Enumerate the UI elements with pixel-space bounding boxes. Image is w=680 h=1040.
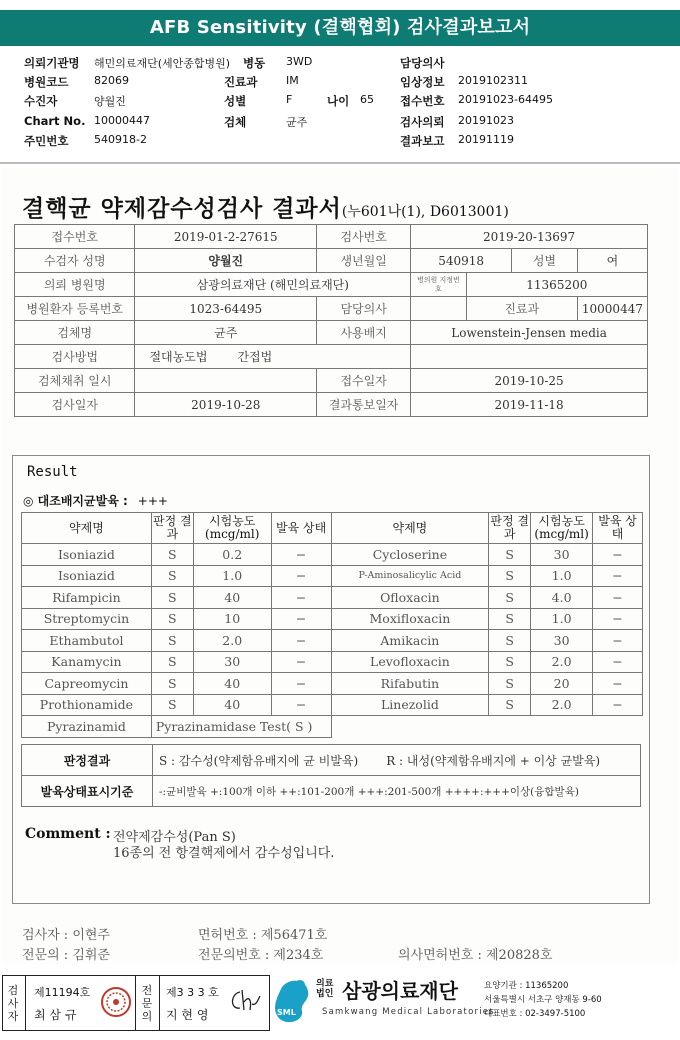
col-growth: 발육 상태 — [593, 513, 643, 544]
growth: − — [593, 651, 643, 673]
rrn-label: 주민번호 — [24, 134, 69, 148]
report-header — [0, 55, 680, 155]
concentration: 0.2 — [193, 544, 271, 566]
legend-judge-r: R : 내성(약제함유배지에 + 이상 균발육) — [386, 753, 601, 768]
concentration: 4.0 — [531, 587, 593, 609]
legend-judge-s: S : 감수성(약제함유배지에 균 비발육) — [159, 753, 359, 768]
legend-growth-label: 발육상태표시기준 — [22, 776, 153, 807]
specialist-number: 제3 3 3 호 — [166, 986, 219, 999]
org-english: Samkwang Medical Laboratories — [322, 1007, 495, 1017]
comment-line-1: 전약제감수성(Pan S) — [113, 830, 236, 845]
info-label: 병원환자 등록번호 — [15, 297, 135, 321]
info-label: 성별 — [512, 249, 578, 273]
control-growth-label: ◎ 대조배지균발육 : — [23, 494, 128, 508]
growth: − — [271, 630, 331, 652]
org-name: 삼광의료재단 — [342, 979, 458, 1003]
comment-block — [25, 826, 335, 861]
col-conc: 시험농도 (mcg/ml) — [193, 513, 271, 544]
chart-value: 10000447 — [94, 114, 150, 127]
info-label: 검사일자 — [15, 393, 135, 417]
info-label: 병의원 지정번호 — [411, 273, 466, 297]
table-row — [22, 608, 643, 630]
patient-info-table — [14, 224, 648, 417]
info-value: 삼광의료재단 (해민의료재단) — [135, 273, 411, 297]
growth: − — [593, 587, 643, 609]
hospcode-label: 병원코드 — [24, 75, 69, 89]
tester-name: 최 삼 규 — [34, 1008, 77, 1022]
judge: S — [151, 673, 193, 695]
table-row — [22, 544, 643, 566]
col-judge: 판정 결과 — [151, 513, 193, 544]
legend-growth-text: -:균비발육 +:100개 이하 ++:101-200개 +++:201-500개 ++++:+++이상(융합발육) — [153, 776, 641, 807]
drug-sensitivity-table — [21, 512, 643, 738]
concentration: 10 — [193, 608, 271, 630]
comment-label: Comment : — [25, 826, 111, 842]
growth: − — [271, 694, 331, 716]
specialist-vertical-label: 전문의 — [141, 984, 153, 1023]
growth: − — [593, 694, 643, 716]
info-value — [135, 369, 317, 393]
specialist-name: 지 현 영 — [166, 1008, 209, 1022]
growth: − — [271, 565, 331, 587]
specialist-line: 전문의 : 김휘준 — [22, 948, 110, 963]
footer — [0, 973, 680, 1040]
judge: S — [151, 694, 193, 716]
report-date-label: 결과보고 — [400, 134, 445, 148]
judge: S — [151, 630, 193, 652]
scanned-result-document — [2, 168, 678, 964]
info-value: 여 — [577, 249, 647, 273]
clinical-label: 임상정보 — [400, 75, 445, 89]
info-label: 검체명 — [15, 321, 135, 345]
growth: − — [271, 673, 331, 695]
ward-value: 3WD — [286, 55, 313, 68]
judge: S — [151, 544, 193, 566]
concentration: 30 — [531, 630, 593, 652]
control-growth-value: +++ — [137, 494, 168, 508]
address: 서울특별시 서초구 양재동 9-60 — [484, 995, 602, 1005]
report-banner-title: AFB Sensitivity (결핵협회) 검사결과보고서 — [0, 10, 680, 46]
growth: − — [593, 608, 643, 630]
reqdate-label: 검사의뢰 — [400, 115, 445, 129]
table-row — [22, 673, 643, 695]
judge: S — [489, 608, 531, 630]
info-value: 540918 — [411, 249, 512, 273]
drug-name: Prothionamide — [22, 694, 152, 716]
tester-number: 제11194호 — [34, 986, 91, 999]
sml-logo-icon — [272, 977, 314, 1029]
tester-vertical-label: 검사자 — [7, 984, 19, 1023]
table-row — [22, 651, 643, 673]
drug-name: Kanamycin — [22, 651, 152, 673]
growth: − — [593, 630, 643, 652]
drug-name: Moxifloxacin — [331, 608, 489, 630]
info-label: 사용배지 — [317, 321, 411, 345]
drug-name: Streptomycin — [22, 608, 152, 630]
col-judge: 판정 결과 — [489, 513, 531, 544]
doctor-license-line: 의사면허번호 : 제20828호 — [398, 948, 553, 963]
info-value — [411, 297, 466, 321]
document-subtitle: (누601나(1), D6013001) — [341, 204, 509, 220]
clinical-value: 2019102311 — [458, 74, 528, 87]
drug-name: Pyrazinamid — [22, 716, 152, 738]
ward-label: 병동 — [243, 56, 266, 70]
institution-value: 해민의료재단(세안종합병원) — [94, 57, 231, 70]
info-value: 2019-11-18 — [411, 393, 648, 417]
concentration: 40 — [193, 673, 271, 695]
info-value: 양월진 — [135, 249, 317, 273]
tester-line: 검사자 : 이현주 — [22, 928, 110, 943]
dept-value: IM — [286, 74, 299, 87]
drug-name: Cycloserine — [331, 544, 489, 566]
result-title: Result — [27, 464, 78, 480]
info-label: 담당의사 — [317, 297, 411, 321]
concentration: 1.0 — [193, 565, 271, 587]
patient-value: 양월진 — [94, 95, 126, 108]
drug-name: Amikacin — [331, 630, 489, 652]
growth: − — [271, 651, 331, 673]
growth: − — [593, 673, 643, 695]
concentration: 40 — [193, 694, 271, 716]
col-drug: 약제명 — [331, 513, 489, 544]
tester-cell — [25, 976, 136, 1030]
table-row — [22, 716, 643, 738]
info-value — [411, 345, 648, 369]
judge: S — [151, 651, 193, 673]
signature-box — [2, 975, 270, 1031]
drug-name: Ethambutol — [22, 630, 152, 652]
specimen-label: 검체 — [224, 115, 247, 129]
drug-name: Isoniazid — [22, 544, 152, 566]
legend-table — [21, 744, 641, 807]
judge: S — [151, 565, 193, 587]
info-label: 진료과 — [466, 297, 577, 321]
tester-seal-icon — [100, 986, 132, 1018]
document-title-text: 결핵균 약제감수성검사 결과서 — [22, 195, 342, 222]
drug-name: Rifabutin — [331, 673, 489, 695]
receipt-label: 접수번호 — [400, 94, 445, 108]
judge: S — [489, 630, 531, 652]
reqdate-value: 20191023 — [458, 114, 514, 127]
info-label: 수검자 성명 — [15, 249, 135, 273]
drug-name: Linezolid — [331, 694, 489, 716]
info-value: 10000447 — [577, 297, 647, 321]
concentration: 20 — [531, 673, 593, 695]
sex-value: F — [286, 93, 293, 106]
info-label: 생년월일 — [317, 249, 411, 273]
info-label: 의뢰 병원명 — [15, 273, 135, 297]
result-section — [12, 455, 650, 904]
sex-label: 성별 — [224, 94, 247, 108]
drug-name: Levofloxacin — [331, 651, 489, 673]
table-row — [22, 694, 643, 716]
info-value — [135, 345, 411, 369]
empty-cell — [331, 716, 642, 738]
info-label: 접수번호 — [15, 225, 135, 249]
growth: − — [271, 587, 331, 609]
drug-name: Capreomycin — [22, 673, 152, 695]
judge: S — [489, 694, 531, 716]
info-value: 2019-20-13697 — [411, 225, 648, 249]
report-date-value: 20191119 — [458, 133, 514, 146]
growth: − — [593, 565, 643, 587]
concentration: 2.0 — [531, 651, 593, 673]
institution-label: 의뢰기관명 — [24, 56, 80, 70]
drug-name: Ofloxacin — [331, 587, 489, 609]
specialist-cell — [159, 976, 270, 1030]
info-label: 검사번호 — [317, 225, 411, 249]
concentration: 30 — [531, 544, 593, 566]
col-growth: 발육 상태 — [271, 513, 331, 544]
concentration: 2.0 — [531, 694, 593, 716]
judge: S — [489, 544, 531, 566]
info-value: 균주 — [135, 321, 317, 345]
method-2: 간접법 — [237, 350, 273, 364]
age-label: 나이 — [327, 94, 350, 108]
concentration: 2.0 — [193, 630, 271, 652]
info-value: Lowenstein-Jensen media — [411, 321, 648, 345]
signature-icon — [226, 986, 262, 1016]
col-conc: 시험농도 (mcg/ml) — [531, 513, 593, 544]
method-1: 절대농도법 — [149, 350, 208, 364]
growth: − — [593, 544, 643, 566]
col-drug: 약제명 — [22, 513, 152, 544]
specimen-value: 균주 — [286, 116, 308, 129]
hospcode-value: 82069 — [94, 74, 129, 87]
legend-judge-label: 판정결과 — [22, 745, 153, 776]
info-value: 11365200 — [466, 273, 647, 297]
info-label: 결과통보일자 — [317, 393, 411, 417]
table-row — [22, 565, 643, 587]
info-label: 검사방법 — [15, 345, 135, 369]
growth: − — [271, 544, 331, 566]
patient-label: 수진자 — [24, 94, 58, 108]
document-title — [22, 190, 509, 223]
info-value: 2019-10-28 — [135, 393, 317, 417]
institution-code: 요양기관 : 11365200 — [484, 981, 569, 991]
judge: S — [151, 608, 193, 630]
info-value: 2019-10-25 — [411, 369, 648, 393]
concentration: 40 — [193, 587, 271, 609]
judge: S — [151, 587, 193, 609]
logo-text: SML — [277, 1008, 296, 1017]
receipt-value: 20191023-64495 — [458, 93, 553, 106]
info-value: 1023-64495 — [135, 297, 317, 321]
judge: S — [489, 587, 531, 609]
chart-label: Chart No. — [24, 114, 86, 128]
dept-label: 진료과 — [224, 75, 258, 89]
phone: 대표번호 : 02-3497-5100 — [484, 1009, 586, 1019]
rrn-value: 540918-2 — [94, 133, 147, 146]
legend-judge-text — [153, 745, 641, 776]
drug-name: Rifampicin — [22, 587, 152, 609]
table-row — [22, 587, 643, 609]
judge: S — [489, 651, 531, 673]
comment-line-2: 16종의 전 항결핵제에서 감수성입니다. — [113, 846, 335, 861]
drug-name: Isoniazid — [22, 565, 152, 587]
concentration: 1.0 — [531, 565, 593, 587]
doctor-label: 담당의사 — [400, 56, 445, 70]
judge: S — [489, 673, 531, 695]
growth: − — [271, 608, 331, 630]
pza-test: Pyrazinamidase Test( S ) — [151, 716, 331, 738]
concentration: 1.0 — [531, 608, 593, 630]
specialist-number-line: 전문의번호 : 제234호 — [198, 948, 324, 963]
age-value: 65 — [360, 93, 374, 106]
org-prefix: 의료법인 — [316, 979, 334, 999]
control-growth — [23, 492, 168, 509]
judge: S — [489, 565, 531, 587]
table-row — [22, 630, 643, 652]
concentration: 30 — [193, 651, 271, 673]
info-value: 2019-01-2-27615 — [135, 225, 317, 249]
specialist-vertical-cell — [135, 976, 160, 1030]
license-line: 면허번호 : 제56471호 — [198, 928, 328, 943]
info-label: 접수일자 — [317, 369, 411, 393]
header-divider — [0, 162, 680, 164]
drug-name: P-Aminosalicylic Acid — [331, 565, 489, 587]
info-label: 검체채취 일시 — [15, 369, 135, 393]
